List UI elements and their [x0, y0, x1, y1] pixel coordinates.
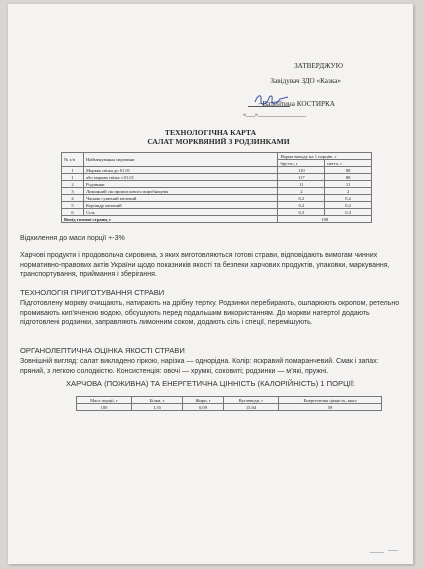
table-header-row [62, 153, 372, 160]
deviation-note: Відхилення до маси порції +-3% [20, 235, 125, 242]
header-norm: Норма виходу на 1 порцію, г [278, 153, 372, 160]
table-total-row [62, 216, 372, 223]
nutrition-value-cell: 59 [279, 404, 382, 411]
row-net: 11 [325, 181, 372, 188]
row-net: 0,3 [325, 209, 372, 216]
nutrition-value-cell: 0,09 [183, 404, 224, 411]
row-name: Коріандр мелений [84, 202, 278, 209]
table-row [62, 209, 372, 216]
row-name: Родзинки [84, 181, 278, 188]
row-gross: 11 [278, 181, 325, 188]
row-net: 2 [325, 188, 372, 195]
table-row [62, 181, 372, 188]
row-num: 2 [62, 181, 84, 188]
approval-date: «___»________________ [243, 112, 306, 118]
row-gross: 2 [278, 188, 325, 195]
page-mark [388, 550, 398, 551]
dish-name: САЛАТ МОРКВЯНИЙ З РОДЗИНКАМИ [147, 137, 290, 146]
total-value: 100 [278, 216, 372, 223]
signature-icon [252, 90, 292, 108]
nutrition-header-cell: Жири, г [183, 397, 224, 404]
nutrition-header-cell: Енергетична цінність, ккал [279, 397, 382, 404]
table-row [62, 202, 372, 209]
row-num: 5 [62, 202, 84, 209]
row-num: 4 [62, 195, 84, 202]
row-name: або морква свіжа з 01.01 [84, 174, 278, 181]
row-name: Морква свіжа до 01.01 [84, 167, 278, 174]
row-gross: 110 [278, 167, 325, 174]
header-net: нетто, г [325, 160, 372, 167]
row-num: 1 [62, 167, 84, 174]
row-num: 6 [62, 209, 84, 216]
row-name: Часник сушений мелений [84, 195, 278, 202]
organoleptic-paragraph: Зовнішній вигляд: салат викладено гіркою, нарізка — однорідна. Колір: яскравий помаранчевий. Смак і запах: пряний, з легкою солодкістю. Консистенція: овочі — хрумкі, соковиті; родзинки — м’які, пружні. [20, 358, 379, 375]
nutrition-header-cell: Маса порції, г [77, 397, 132, 404]
nutrition-header-cell: Білки, г [132, 397, 183, 404]
technology-heading: ТЕХНОЛОГІЯ ПРИГОТУВАННЯ СТРАВИ [20, 288, 165, 297]
organoleptic-heading: ОРГАНОЛЕПТИЧНА ОЦІНКА ЯКОСТІ СТРАВИ [20, 346, 185, 355]
table-row [62, 174, 372, 181]
nutrition-value-cell: 15,04 [224, 404, 279, 411]
approval-head: Завідувач ЗДО «Казка» [270, 77, 341, 85]
nutrition-heading: ХАРЧОВА (ПОЖИВНА) ТА ЕНЕРГЕТИЧНА ЦІННІСТЬ (КАЛОРІЙНІСТЬ) 1 ПОРЦІЇ: [65, 379, 356, 388]
row-net: 0,2 [325, 202, 372, 209]
header-name: Найменування сировини [84, 153, 278, 167]
document-page [8, 4, 413, 564]
row-gross: 117 [278, 174, 325, 181]
nutrition-table [76, 396, 382, 411]
header-gross: брутто, г [278, 160, 325, 167]
row-gross: 0,2 [278, 202, 325, 209]
recipe-table [61, 152, 372, 223]
row-num: 3 [62, 188, 84, 195]
row-gross: 0,2 [278, 195, 325, 202]
row-net: 88 [325, 174, 372, 181]
row-gross: 0,3 [278, 209, 325, 216]
row-name: Сіль [84, 209, 278, 216]
nutrition-value-cell: 100 [77, 404, 132, 411]
nutrition-header-cell: Вуглеводи, г [224, 397, 279, 404]
header-num: № з/п [62, 153, 84, 167]
nutrition-value-row [77, 404, 382, 411]
row-net: 88 [325, 167, 372, 174]
nutrition-value-cell: 1,35 [132, 404, 183, 411]
table-row [62, 195, 372, 202]
row-num: 1 [62, 174, 84, 181]
technology-paragraph: Підготовлену моркву очищають, натирають на дрібну тертку. Родзинки перебирають, ошпарюють окропом, ретельно промивають кип’яченою водою, обсушують перед подальшим використанням. До моркви натертої додають підготовлені родзинки, заправляють лимонним соком, додають сіль і спеції, перемішують. [20, 300, 400, 327]
nutrition-header-row [77, 397, 382, 404]
total-label: Вихід готової страви, г [62, 216, 278, 223]
page-mark [370, 552, 384, 553]
approval-title: ЗАТВЕРДЖУЮ [294, 62, 343, 70]
requirements-paragraph: Харчові продукти і продовольча сировина, з яких виготовляються готові страви, відповідають вимогам чинних нормативно-правових актів України щодо показників якості та безпеки харчових продуктів, упаковки, маркування, транспортування, приймання і зберігання. [20, 252, 390, 279]
document-title: ТЕХНОЛОГІЧНА КАРТА [164, 128, 257, 137]
row-name: Лимонний сік промислового виробництва [84, 188, 278, 195]
approval-name: Валентина КОСТИРКА [262, 100, 335, 108]
table-row [62, 167, 372, 174]
row-net: 0,2 [325, 195, 372, 202]
table-row [62, 188, 372, 195]
